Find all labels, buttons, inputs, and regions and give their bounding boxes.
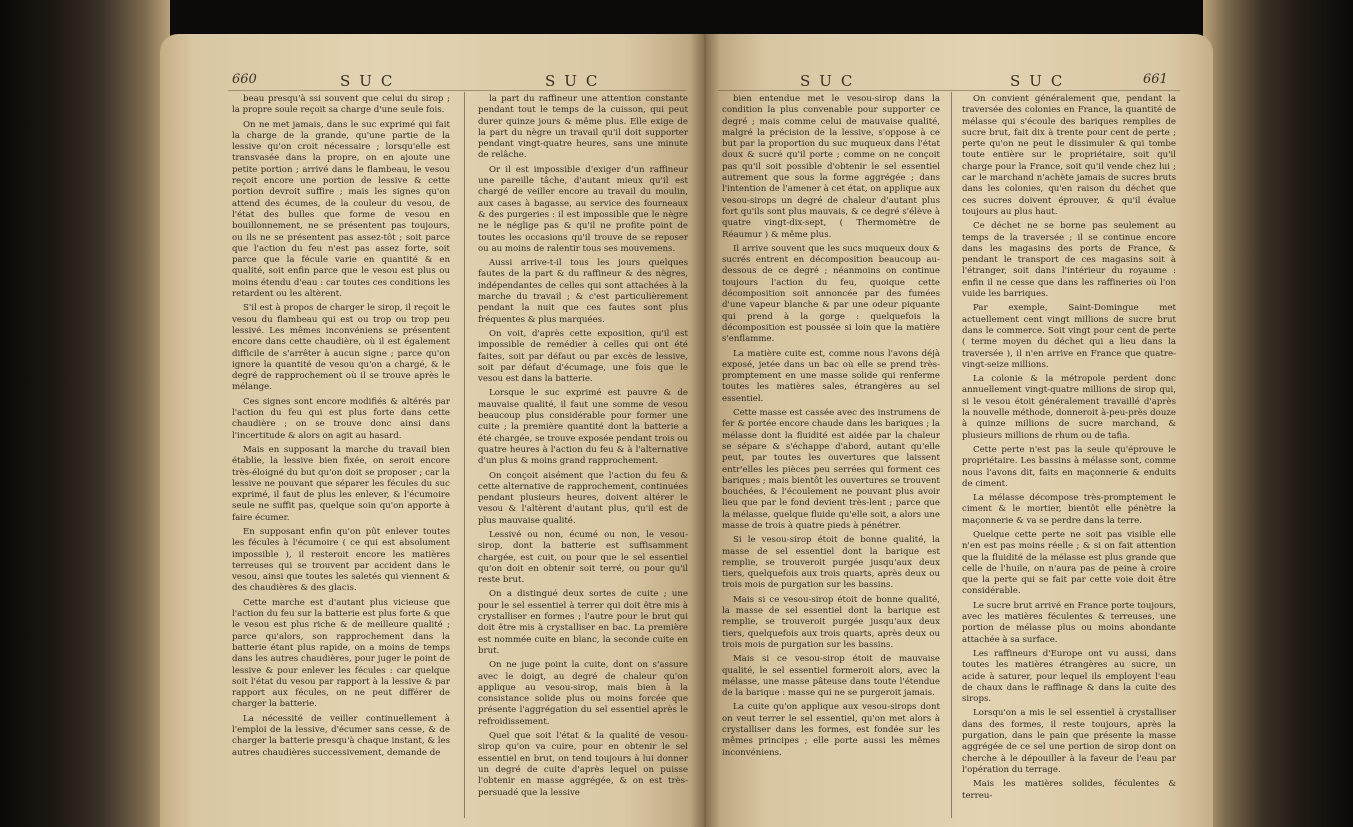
paragraph: Mais les matières solides, féculentes & terreu- [962, 779, 1176, 801]
paragraph: S'il est à propos de charger le sirop, il reçoit le vesou du flambeau qui est ou trop ou trop peu lessivé. Les mêmes inconvéniens se présentent encore dans cette chaudière, où il est également difficile de s'arrêter à aucun signe ; parce qu'on ignore la quantité de vesou qu'on a chargé, & le degré de rapprochement où il se trouve après le mélange. [232, 303, 450, 393]
left-column-rule [464, 92, 465, 818]
paragraph: Le sucre brut arrivé en France porte toujours, avec les matières féculentes & terreuses, une portion de mélasse plus ou moins abondante attachée à sa surface. [962, 600, 1176, 645]
left-page-column-2 [478, 94, 688, 802]
paragraph: Mais en supposant la marche du travail bien établie, la lessive bien fixée, on seroit encore très-éloigné du but qu'on doit se proposer ; car la lessive ne pouvant que séparer les fécules du suc exprimé, il faut de plus les enlever, & l'écumoire seule ne suffit pas, quelque soin qu'on apporte à faire écumer. [232, 444, 450, 523]
paragraph: En supposant enfin qu'on pût enlever toutes les fécules à l'écumoire ( ce qui est absolument impossible ), il resteroit encore les matières terreuses qui se trouvent par accident dans le vesou, ainsi que toutes les saletés qui viennent & des chaudières & des glacis. [232, 526, 450, 594]
paragraph: La nécessité de veiller continuellement à l'emploi de la lessive, d'écumer sans cesse, & de charger la batterie presqu'à chaque instant, & les autres chaudières successivement, demande de [232, 713, 450, 758]
paragraph: Cette perte n'est pas la seule qu'éprouve le propriétaire. Les bassins à mélasse sont, comme nous l'avons dit, faits en maçonnerie & enduits de ciment. [962, 444, 1176, 489]
paragraph: Quel que soit l'état & la qualité de vesou-sirop qu'on va cuire, pour en obtenir le sel essentiel en brut, on tend toujours à lui donner un degré de cuite d'après lequel on puisse l'obtenir en masse aggrégée, & on est très-persuadé que la lessive [478, 731, 688, 798]
paragraph: beau presqu'à ssi souvent que celui du sirop ; la propre soule reçoit sa charge d'une seule fois. [232, 94, 450, 116]
paragraph: On ne met jamais, dans le suc exprimé qui fait la charge de la grande, qu'une partie de la lessive qu'on croit nécessaire ; lorsqu'elle est transvasée dans la propre, on en ajoute une petite portion ; arrivé dans le flambeau, le vesou reçoit encore une portion de lessive & cette portion devroit suffire ; mais les signes qu'on attend des écumes, de la couleur du vesou, de l'état des bulles que forme de vesou en bouillonnement, ne se présentent pas toujours, ou ils ne se présentent pas assez-tôt ; soit parce que l'action du feu n'est pas assez forte, soit parce que la fécule varie en quantité & en qualité, soit enfin parce que le vesou est plus ou moins étendu d'eau : car toutes ces conditions les retardent ou les altèrent. [232, 119, 450, 300]
paragraph: Aussi arrive-t-il tous les jours quelques fautes de la part & du raffineur & des nègres, indépendantes de celles qui sont attachées à la marche du travail ; & c'est particulièrement pendant la nuit que ces fautes sont plus fréquentes & plus marquées. [478, 258, 688, 325]
left-book-edge [0, 0, 170, 827]
paragraph: La mélasse décompose très-promptement le ciment & le mortier, bientôt elle pénètre la maçonnerie & va se perdre dans la terre. [962, 493, 1176, 526]
paragraph: Lessivé ou non, écumé ou non, le vesou-sirop, dont la batterie est suffisamment chargée, est cuit, ou pour que le sel essentiel qu'on doit en obtenir soit terré, ou pour qu'il reste brut. [478, 529, 688, 586]
right-page-column-1 [722, 94, 940, 762]
paragraph: Par exemple, Saint-Domingue met actuellement cent vingt millions de sucre brut dans le commerce. Soit vingt pour cent de perte ( terme moyen du déchet qui a lieu dans la traversée ), il n'en arrive en France que quatre-vingt-seize millions. [962, 303, 1176, 370]
paragraph: On voit, d'après cette exposition, qu'il est impossible de remédier à celles qui ont été faites, soit par défaut ou par excès de lessive, soit par défaut d'écumage, une fois que le vesou est dans la batterie. [478, 328, 688, 385]
right-page-number: 661 [1143, 72, 1168, 87]
right-book-edge [1203, 0, 1353, 827]
book-gutter [690, 34, 720, 827]
right-head-rule [718, 90, 1180, 91]
right-running-head-2: SUC [1010, 72, 1072, 90]
paragraph: On conçoit aisément que l'action du feu & cette alternative de rapprochement, continuées pendant plusieurs heures, doivent altérer le vesou & l'altèrent d'autant plus, qu'il est de plus mauvaise qualité. [478, 470, 688, 526]
paragraph: Cette masse est cassée avec des instrumens de fer & portée encore chaude dans les bariques ; la mélasse dont la fluidité est aidée par la chaleur se sépare & s'échappe d'abord, autant qu'elle peut, par toutes les ouvertures que laissent entr'elles les pièces peu serrées qui forment ces bariques ; mais bientôt les ouvertures se trouvent bouchées, & l'écoulement ne pouvant plus avoir lieu que par le fond devient très-lent ; parce que la mélasse, quelque fluide qu'elle soit, a alors une masse de trois à quatre pieds à pénétrer. [722, 408, 940, 531]
paragraph: Si le vesou-sirop étoit de bonne qualité, la masse de sel essentiel dont la barique est remplie, se trouveroit purgée jusqu'aux deux tiers, quelquefois aux trois quarts, après deux ou trois mois de purgation sur les bassins. [722, 535, 940, 591]
paragraph: Lorsque le suc exprimé est pauvre & de mauvaise qualité, il faut une somme de vesou beaucoup plus considérable pour former une cuite ; la première quantité dont la batterie a été chargée, se trouve exposée pendant trois ou quatre heures à l'action du feu & à l'alternative d'un plus & moins grand rapprochement. [478, 388, 688, 467]
paragraph: Cette marche est d'autant plus vicieuse que l'action du feu sur la batterie est plus forte & que le vesou est plus riche & de meilleure qualité ; parce qu'alors, son rapprochement dans la batterie étant plus rapide, on a moins de temps dans les autres chaudières, pour juger le point de lessive & pour enlever les fécules : car quelque soit l'état du vesou par rapport à la lessive & par rapport aux fécules, on ne peut différer de charger la batterie. [232, 597, 450, 710]
paragraph: On ne juge point la cuite, dont on s'assure avec le doigt, au degré de chaleur qu'on applique au vesou-sirop, mais bien à la consistance solide plus ou moins forcée que présente l'aggrégation du sel essentiel après le refroidissement. [478, 660, 688, 727]
paragraph: Quelque cette perte ne soit pas visible elle n'en est pas moins réelle ; & si on fait attention que la fluidité de la mélasse est plus grande que celle de l'huile, on n'aura pas de peine à croire que la perte qui se fait par cette voie doit être considérable. [962, 529, 1176, 597]
left-page-number: 660 [232, 72, 257, 87]
paragraph: On convient généralement que, pendant la traversée des colonies en France, la quantité de mélasse qui s'écoule des bariques remplies de sucre brut, fait dix à trente pour cent de perte ; perte qu'on ne peut le dissimuler & qui tombe toute entière sur le propriétaire, soit qu'il charge pour la France, soit qu'il vende chez lui ; car le marchand n'achète jamais de sucres bruts dans les colonies, qu'en raison du déchet que ces sucres doivent éprouver, & qu'il évalue toujours au plus haut. [962, 94, 1176, 217]
right-page-column-2 [962, 94, 1176, 805]
paragraph: Mais si ce vesou-sirop étoit de bonne qualité, la masse de sel essentiel dont la barique est remplie, se trouveroit purgée jusqu'aux deux tiers, quelquefois aux trois quarts, après deux ou trois mois de purgation sur les bassins. [722, 594, 940, 650]
right-column-rule [951, 92, 952, 818]
paragraph: Or il est impossible d'exiger d'un raffineur une pareille tâche, d'autant mieux qu'il est chargé de veiller encore au travail du moulin, aux cases à bagasse, au service des fourneaux & des purgeries : il est impossible que le nègre ne le néglige pas & qu'il ne profite point de toutes les occasions qu'il trouve de se reposer ou au moins de ralentir tous ses mouvemens. [478, 164, 688, 254]
paragraph: Il arrive souvent que les sucs muqueux doux & sucrés entrent en décomposition beaucoup au-dessous de ce degré ; néanmoins on continue toujours l'action du feu, quoique cette décomposition soit annoncée par des fumées d'une vapeur blanche & par une odeur piquante qui prend à la gorge : quelquefois la décomposition est poussée si loin que la matière s'enflamme. [722, 243, 940, 345]
left-running-head: SUC [340, 72, 402, 90]
paragraph: La colonie & la métropole perdent donc annuellement vingt-quatre millions de sirop qui, si le vesou étoit généralement travaillé d'après la nouvelle méthode, donneroit à-peu-près douze à quinze millions de sucre marchand, & plusieurs millions de rhum ou de tafia. [962, 374, 1176, 441]
paragraph: bien entendue met le vesou-sirop dans la condition la plus convenable pour supporter ce degré ; mais comme celui de mauvaise qualité, malgré la précision de la lessive, s'oppose à ce but par la proportion du suc muqueux dans l'état doux & sucré qu'il porte ; comme on ne conçoit pas qu'il soit possible d'obtenir le sel essentiel autrement que sous la forme aggrégée ; dans l'intention de l'amener à cet état, on applique aux vesou-sirops un degré de chaleur d'autant plus fort qu'ils sont plus mauvais, & ce degré s'élève à quatre vingt-dix-sept, ( Thermomètre de Réaumur ) & même plus. [722, 94, 940, 240]
paragraph: Ces signes sont encore modifiés & altérés par l'action du feu qui est plus forte dans cette chaudière ; on se trouve donc ainsi dans l'incertitude & alors on agit au hasard. [232, 396, 450, 441]
right-running-head: SUC [800, 72, 862, 90]
left-page-column-1 [232, 94, 450, 762]
paragraph: Mais si ce vesou-sirop étoit de mauvaise qualité, le sel essentiel formeroit alors, avec la mélasse, une masse pâteuse dans toute l'étendue de la barique : masse qui ne se purgeroit jamais. [722, 654, 940, 699]
left-running-head-2: SUC [545, 72, 607, 90]
paragraph: La cuite qu'on applique aux vesou-sirops dont on veut terrer le sel essentiel, qu'on met alors à crystalliser dans les formes, est fondée sur les mêmes principes ; elle porte aussi les mêmes inconvéniens. [722, 702, 940, 758]
paragraph: la part du raffineur une attention constante pendant tout le temps de la cuisson, qui peut durer quinze jours & même plus. Elle exige de la part du nègre un travail qu'il doit supporter pendant vingt-quatre heures, sans une minute de relâche. [478, 94, 688, 161]
paragraph: Ce déchet ne se borne pas seulement au temps de la traversée ; il se continue encore dans les magasins des ports de France, & pendant le transport de ces magasins soit à l'étranger, soit dans l'intérieur du royaume : enfin il ne cesse que dans les raffineries où l'on vuide les barriques. [962, 221, 1176, 300]
paragraph: Les raffineurs d'Europe ont vu aussi, dans toutes les matières étrangères au sucre, un acide à saturer, pour lequel ils employent l'eau de chaux dans le raffinage & dans la cuite des sirops. [962, 648, 1176, 705]
paragraph: La matière cuite est, comme nous l'avons déjà exposé, jetée dans un bac où elle se prend très-promptement en une masse solide qui renferme toutes les matières sales, étrangères au sel essentiel. [722, 348, 940, 404]
paragraph: Lorsqu'on a mis le sel essentiel à crystalliser dans des formes, il reste toujours, après la purgation, dans le pain que présente la masse aggrégée de ce sel une portion de sirop dont on cherche à le dépouiller à la faveur de l'eau par l'opération du terrage. [962, 708, 1176, 775]
left-head-rule [228, 90, 686, 91]
paragraph: On a distingué deux sortes de cuite ; une pour le sel essentiel à terrer qui doit être mis à crystalliser en formes ; l'autre pour le brut qui doit être mis à crystalliser en bac. La première est nommée cuite en blanc, la seconde cuite en brut. [478, 589, 688, 656]
